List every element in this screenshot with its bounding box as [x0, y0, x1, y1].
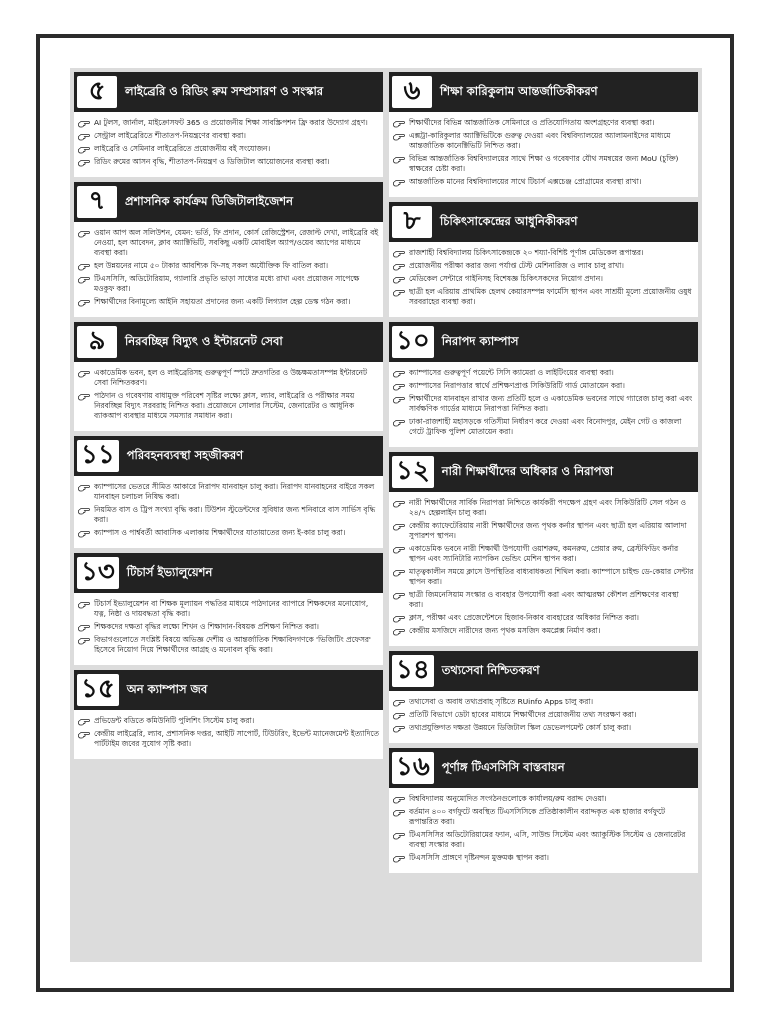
section-15	[74, 670, 383, 759]
list-item-text: কেন্দ্রীয় লাইব্রেরি, ল্যাব, প্রশাসনিক দপ্তর, আইটি সাপোর্ট, টিউটরিং, ইভেন্ট ম্যানেজমেন্ট ইত্যাদিতে পার্টটাইম জবের সুযোগ সৃষ্টি করা।	[94, 728, 379, 748]
pointing-hand-icon	[393, 275, 405, 284]
section-title: নিরাপদ ক্যাম্পাস	[441, 334, 519, 348]
section-title: শিক্ষা কারিকুলাম আন্তর্জাতিকীকরণ	[440, 84, 598, 99]
bullet-list	[74, 112, 383, 174]
list-item-text: টিএসসিসির অডিটোরিয়ামের ফ্যান, এসি, সাউন্ড সিস্টেম এবং অ্যাকুস্টিক সিস্টেম ও জেনারেটর ব্যবস্থা সংস্কার করা।	[409, 829, 686, 849]
section-7	[74, 182, 383, 317]
list-item-text: টিচার্স ইভ্যালুয়েশন বা শিক্ষক মূল্যায়ন পদ্ধতির মাধ্যমে পাঠদানের ব্যাপারে শিক্ষকদের মনোযোগ, যত্ন, নিষ্ঠা ও দায়বদ্ধতা বৃদ্ধি করা।	[94, 598, 369, 618]
pointing-hand-icon	[78, 298, 90, 307]
list-item	[393, 381, 694, 391]
section-number: ১৪	[392, 655, 434, 687]
list-item-text: মাতৃত্বকালীন সময়ে ক্লাসে উপস্থিতির বাধ্যবাধকতা শিথিল করা। ক্যাম্পাসে চাইল্ড ডে-কেয়ার সেন্টার স্থাপন করা।	[409, 566, 694, 586]
list-item	[393, 590, 694, 610]
list-item	[393, 544, 694, 564]
list-item	[393, 567, 694, 587]
list-item-text: কেন্দ্রীয় ক্যাফেটেরিয়ায় নারী শিক্ষার্থীদের জন্য পৃথক কর্নার স্থাপন এবং ছাত্রী হল এরিয়ায় আলাদা সুপারশপ স্থাপন।	[409, 520, 687, 540]
list-item-text: বিভাগগুলোতে সংশ্লিষ্ট বিষয়ে অভিজ্ঞ দেশীয় ও আন্তর্জাতিক শিক্ষাবিদগণকে 'ভিজিটিং প্রফেসর' হিসেবে নিয়োগ দিয়ে শিক্ষার্থীদের আগ্রহ ও মনোবল বৃদ্ধি করা।	[94, 634, 371, 654]
list-item	[78, 228, 379, 258]
list-item-text: টিএসসিসি, অডিটোরিয়াম, গ্যালারি প্রভৃতি ভাড়া সাধ্যের মধ্যে রাখা এবং প্রয়োজন সাপেক্ষে মওকুফ করা।	[94, 273, 360, 293]
pointing-hand-icon	[78, 145, 90, 154]
list-item-text: শিক্ষার্থীদের বিভিন্ন আন্তর্জাতিক সেমিনারে ও প্রতিযোগিতায় অংশগ্রহণের ব্যবস্থা করা।	[409, 118, 655, 127]
bullet-list	[74, 476, 383, 545]
section-header	[389, 322, 698, 362]
list-item	[78, 118, 379, 128]
section-8	[389, 202, 698, 317]
section-header	[74, 182, 383, 222]
bullet-list	[389, 112, 698, 194]
pointing-hand-icon	[78, 132, 90, 141]
list-item-text: প্রতিটি বিভাগে ডেটা হাবের মাধ্যমে শিক্ষার্থীদের প্রয়োজনীয় তথ্য সংরক্ষণ করা।	[409, 709, 637, 719]
list-item	[393, 626, 694, 636]
pointing-hand-icon	[78, 158, 90, 167]
pointing-hand-icon	[393, 119, 405, 128]
section-6	[389, 72, 698, 197]
section-title: লাইব্রেরি ও রিডিং রুম সম্প্রসারণ ও সংস্কার	[125, 84, 324, 99]
list-item-text: ছাত্রী হল এরিয়ায় প্রাথমিক হেলথ কেয়ারসম্পন্ন ফার্মেসি স্থাপন এবং সাশ্রয়ী মূল্যে প্রয়োজনীয় ওষুধ সরবরাহের ব্যবস্থা করা।	[409, 286, 692, 306]
list-item	[393, 368, 694, 378]
list-item	[393, 807, 694, 827]
section-header	[389, 748, 698, 788]
list-item	[78, 505, 379, 525]
list-item	[393, 794, 694, 804]
pointing-hand-icon	[78, 717, 90, 726]
list-item-text: কেন্দ্রীয় মসজিদে নারীদের জন্য পৃথক মসজিদ কমপ্লেক্স নির্মাণ করা।	[409, 625, 601, 635]
list-item	[78, 716, 379, 726]
list-item	[393, 154, 694, 174]
section-header	[74, 72, 383, 112]
list-item	[78, 729, 379, 749]
list-item-text: এক্সট্রা-কারিকুলার অ্যাক্টিভিটিকে গুরুত্ব দেওয়া এবং বিশ্ববিদ্যালয়ের অ্যালামনাইদের মাধ্যমে আন্তর্জাতিক কানেক্টিভিটি নিশ্চিত করা।	[409, 131, 671, 150]
right-column	[389, 72, 698, 958]
list-item	[393, 131, 694, 151]
left-column	[74, 72, 383, 958]
pointing-hand-icon	[78, 483, 90, 492]
section-number: ১৩	[77, 557, 119, 589]
pointing-hand-icon	[78, 275, 90, 284]
list-item	[78, 635, 379, 655]
section-9	[74, 322, 383, 431]
pointing-hand-icon	[393, 808, 405, 817]
pointing-hand-icon	[393, 369, 405, 378]
section-header	[74, 436, 383, 476]
section-10	[389, 322, 698, 447]
section-header	[389, 72, 698, 112]
list-item-text: ছাত্রী জিমনেসিয়াম সংস্কার ও ব্যবহার উপযোগী করা এবং আত্মরক্ষা কৌশল প্রশিক্ষণের ব্যবস্থা করা।	[409, 589, 679, 609]
list-item	[78, 391, 379, 421]
section-5	[74, 72, 383, 177]
bullet-list	[389, 492, 698, 643]
bullet-list	[74, 710, 383, 756]
list-item	[78, 528, 379, 538]
section-title: পরিবহনব্যবস্থা সহজীকরণ	[126, 447, 244, 462]
list-item-text: লাইব্রেরি ও সেমিনার লাইব্রেরিতে প্রয়োজনীয় বই সংযোজন।	[94, 144, 271, 153]
section-title: পূর্ণাঙ্গ টিএসসিসি বাস্তবায়ন	[441, 759, 565, 774]
list-item	[393, 261, 694, 271]
pointing-hand-icon	[393, 418, 405, 427]
bullet-list	[74, 362, 383, 428]
section-number: ১৫	[77, 674, 119, 706]
list-item	[393, 723, 694, 733]
pointing-hand-icon	[393, 499, 405, 508]
list-item-text: শিক্ষার্থীদের বিনামূল্যে আইনি সহায়তা প্রদানের জন্য একটি লিগ্যাল হেল্প ডেস্ক গঠন করা।	[94, 296, 351, 306]
list-item	[78, 131, 379, 141]
section-number: ৭	[77, 186, 117, 218]
section-number: ৮	[392, 206, 432, 238]
pointing-hand-icon	[78, 636, 90, 645]
list-item-text: একাডেমিক ভবনে নারী শিক্ষার্থী উপযোগী ওয়াশরুম, কমনরুম, প্রেয়ার রুম, ব্রেস্টফিডিং কর্নার স্থাপন এবং স্যানিটারি ন্যাপকিন ভেন্ডিং মেশিন স্থাপন করা।	[409, 543, 679, 563]
list-item-text: শিক্ষার্থীদের যানবাহন রাখার জন্য প্রতিটি হলে ও একাডেমিক ভবনের সাথে গ্যারেজ চালু করা এবং সার্বক্ষণিক গার্ডের মাধ্যমে নিরাপত্তা নিশ্চিত করা।	[409, 393, 693, 413]
pointing-hand-icon	[393, 522, 405, 531]
pointing-hand-icon	[393, 545, 405, 554]
pointing-hand-icon	[393, 795, 405, 804]
list-item-text: পাঠদান ও গবেষণায় বাধামুক্ত পরিবেশ সৃষ্টির লক্ষ্যে ক্লাস, ল্যাব, লাইব্রেরি ও পরীক্ষার সময় নিরবচ্ছিন্ন বিদ্যুৎ সরবরাহ নিশ্চিত করা। প্রয়োজনে সোলার সিস্টেম, জেনারেটর ও আধুনিক ব্যাকআপ ব্যবস্থার মাধ্যমে সমস্যার সমাধান করা।	[94, 390, 355, 420]
section-header	[74, 670, 383, 710]
list-item-text: নারী শিক্ষার্থীদের সার্বিক নিরাপত্তা নিশ্চিতে কার্যকরী পদক্ষেপ গ্রহণ এবং সিকিউরিটি সেল গঠন ও ২৪/৭ হেল্পলাইন চালু করা।	[409, 497, 686, 517]
list-item-text: তথ্যসেবা ও অবাধ তথ্যপ্রবাহ সৃষ্টিতে RUinfo Apps চালু করা।	[409, 696, 594, 706]
pointing-hand-icon	[78, 392, 90, 401]
list-item-text: রাজশাহী বিশ্ববিদ্যালয় চিকিৎসাকেন্দ্রকে ২০ শয্যা-বিশিষ্ট পূর্ণাঙ্গ মেডিকেল রূপান্তর।	[409, 247, 644, 257]
list-item-text: ক্যাম্পাসের ভেতরে সীমিত আকারে নিরাপদ যানবাহন চালু করা। নিরাপদ যানবাহনের বাইরে সকল যানবাহন চলাচল নিষিদ্ধ করা।	[94, 481, 375, 501]
list-item-text: প্রয়োজনীয় পরীক্ষা করার জন্য পর্যাপ্ত টেস্ট মেশিনারিজ ও ল্যাব চালু রাখা।	[409, 260, 624, 270]
section-title: প্রশাসনিক কার্যক্রম ডিজিটালাইজেশন	[125, 194, 293, 209]
section-title: চিকিৎসাকেন্দ্রের আধুনিকীকরণ	[440, 214, 578, 229]
pointing-hand-icon	[393, 724, 405, 733]
list-item	[393, 248, 694, 258]
list-item	[393, 697, 694, 707]
pointing-hand-icon	[393, 568, 405, 577]
bullet-list	[389, 362, 698, 444]
pointing-hand-icon	[78, 623, 90, 632]
list-item-text: সেন্ট্রাল লাইব্রেরিতে শীতাতপ-নিয়ন্ত্রণের ব্যবস্থা করা।	[94, 131, 246, 140]
pointing-hand-icon	[78, 262, 90, 271]
bullet-list	[74, 222, 383, 314]
list-item	[393, 417, 694, 437]
list-item-text: AI টুলস, জার্নাল, মাইক্রোসফট 365 ও প্রয়োজনীয় শিক্ষা সাবস্ক্রিপশন ফ্রি করার উদ্যোগ গ্রহণ।	[94, 118, 368, 127]
pointing-hand-icon	[393, 382, 405, 391]
section-title: নারী শিক্ষার্থীদের অধিকার ও নিরাপত্তা	[441, 463, 614, 478]
content-area	[70, 68, 702, 962]
list-item	[393, 274, 694, 284]
section-number: ৯	[77, 326, 117, 358]
list-item-text: বিশ্ববিদ্যালয় অনুমোদিত সংগঠনগুলোকে কার্যালয়/রুম বরাদ্দ দেওয়া।	[409, 793, 607, 803]
page-frame	[36, 34, 734, 992]
list-item	[393, 830, 694, 850]
bullet-list	[74, 593, 383, 662]
section-12	[389, 452, 698, 646]
section-16	[389, 748, 698, 873]
list-item-text: হল উন্নয়নের নামে ৫০ টাকার আবশ্যিক ফি-সহ সকল অযৌক্তিক ফি বাতিল করা।	[94, 260, 328, 270]
list-item-text: আন্তর্জাতিক মানের বিশ্ববিদ্যালয়ের সাথে টিচার্স এক্সচেঞ্জ প্রোগ্রামের ব্যবস্থা রাখা।	[409, 176, 642, 186]
list-item	[393, 710, 694, 720]
list-item-text: ক্যাম্পাসের গুরুত্বপূর্ণ পয়েন্টে সিসি ক্যামেরা ও লাইটিংয়ের ব্যবস্থা করা।	[409, 367, 614, 377]
list-item-text: শিক্ষকদের দক্ষতা বৃদ্ধির লক্ষ্যে শিখন ও শিক্ষাদান-বিষয়ক প্রশিক্ষণ নিশ্চিত করা।	[94, 621, 319, 631]
section-title: নিরবচ্ছিন্ন বিদ্যুৎ ও ইন্টারনেট সেবা	[125, 334, 283, 349]
list-item-text: মেডিকেল সেন্টারে গাইনিসহ বিশেষজ্ঞ চিকিৎসকদের নিয়োগ প্রদান।	[409, 273, 603, 283]
list-item-text: রিডিং রুমের আসন বৃদ্ধি, শীতাতপ-নিয়ন্ত্রণ ও ডিজিটাল আয়োজনের ব্যবস্থা করা।	[94, 157, 330, 166]
section-number: ১০	[392, 326, 434, 358]
pointing-hand-icon	[393, 591, 405, 600]
section-number: ১২	[392, 456, 434, 488]
section-number: ১১	[77, 440, 119, 472]
list-item-text: প্রভিডেন্ট বডিতে কমিউনিটি পুলিশিং সিস্টেম চালু করা।	[94, 715, 255, 725]
list-item	[393, 118, 694, 128]
pointing-hand-icon	[78, 369, 90, 378]
list-item	[78, 297, 379, 307]
pointing-hand-icon	[78, 506, 90, 515]
list-item	[78, 274, 379, 294]
pointing-hand-icon	[393, 288, 405, 297]
section-header	[389, 202, 698, 242]
section-number: ৬	[392, 76, 432, 108]
section-14	[389, 651, 698, 743]
list-item	[393, 394, 694, 414]
pointing-hand-icon	[78, 730, 90, 739]
pointing-hand-icon	[393, 627, 405, 636]
section-header	[74, 322, 383, 362]
section-title: টিচার্স ইভ্যালুয়েশন	[126, 564, 213, 579]
list-item-text: নিয়মিত বাস ও ট্রিপ সংখ্যা বৃদ্ধি করা। টিউশন স্টুডেন্টদের সুবিধার জন্য শনিবারে বাস সার্ভিস বৃদ্ধি করা।	[94, 504, 376, 524]
pointing-hand-icon	[393, 854, 405, 863]
list-item-text: ক্লাস, পরীক্ষা এবং প্রেজেন্টেশনে হিজাব-নিকাব ব্যবহারের অধিকার নিশ্চিত করা।	[409, 612, 639, 622]
list-item	[78, 599, 379, 619]
section-number: ৫	[77, 76, 117, 108]
list-item	[78, 261, 379, 271]
list-item	[393, 853, 694, 863]
list-item	[393, 498, 694, 518]
pointing-hand-icon	[78, 229, 90, 238]
list-item	[393, 521, 694, 541]
list-item	[393, 177, 694, 187]
pointing-hand-icon	[78, 119, 90, 128]
section-header	[389, 651, 698, 691]
section-11	[74, 436, 383, 548]
section-header	[74, 553, 383, 593]
list-item	[393, 613, 694, 623]
pointing-hand-icon	[393, 711, 405, 720]
pointing-hand-icon	[393, 155, 405, 164]
pointing-hand-icon	[393, 262, 405, 271]
pointing-hand-icon	[393, 698, 405, 707]
bullet-list	[389, 691, 698, 740]
pointing-hand-icon	[78, 600, 90, 609]
list-item	[78, 144, 379, 154]
bullet-list	[389, 242, 698, 314]
pointing-hand-icon	[393, 249, 405, 258]
pointing-hand-icon	[393, 178, 405, 187]
list-item-text: ওয়ান আপ অল সলিউশন, যেমন: ভর্তি, ফি প্রদান, কোর্স রেজিস্ট্রেশন, রেজাল্ট দেখা, লাইব্রেরি বই নেওয়া, হল আবেদন, ক্লাব অ্যাক্টিভিটি, সবকিছু একটি মোবাইল অ্যাপ/ওয়েব অ্যাপের মাধ্যমে ব্যবস্থা করা।	[94, 228, 379, 257]
section-header	[389, 452, 698, 492]
list-item-text: বর্তমান ৪০০ বর্গফুটে অবস্থিত টিএসসিসিকে প্রতিষ্ঠাকালীন বরাদ্দকৃত এক হাজার বর্গফুটে রূপান্তরিত করা।	[409, 806, 666, 826]
list-item-text: ঢাকা-রাজশাহী মহাসড়কে গতিসীমা নির্ধারণ করে দেওয়া এবং বিনোদপুর, মেইন গেট ও কাজলা গেটে ট্রাফিক পুলিশ মোতায়েন করা।	[409, 416, 682, 436]
list-item	[78, 482, 379, 502]
list-item-text: তথ্যপ্রযুক্তিগত দক্ষতা উন্নয়নে ডিজিটাল স্কিল ডেভেলপমেন্ট কোর্স চালু করা।	[409, 722, 632, 732]
bullet-list	[389, 788, 698, 870]
list-item	[78, 368, 379, 388]
list-item-text: ক্যাম্পাসের নিরাপত্তার স্বার্থে প্রশিক্ষণপ্রাপ্ত সিকিউরিটি গার্ড মোতায়েন করা।	[409, 380, 625, 390]
pointing-hand-icon	[393, 831, 405, 840]
pointing-hand-icon	[78, 529, 90, 538]
list-item	[393, 287, 694, 307]
list-item-text: টিএসসিসি প্রাঙ্গণে দৃষ্টিনন্দন মুক্তমঞ্চ স্থাপন করা।	[409, 852, 549, 862]
list-item-text: একাডেমিক ভবন, হল ও লাইব্রেরিসহ গুরুত্বপূর্ণ স্পটে দ্রুতগতির ও উচ্চক্ষমতাসম্পন্ন ইন্টারনেট সেবা নিশ্চিতকরণ।	[94, 367, 367, 387]
section-number: ১৬	[392, 752, 434, 784]
pointing-hand-icon	[393, 614, 405, 623]
list-item	[78, 157, 379, 167]
section-title: তথ্যসেবা নিশ্চিতকরণ	[441, 662, 540, 677]
section-13	[74, 553, 383, 665]
pointing-hand-icon	[393, 395, 405, 404]
list-item	[78, 622, 379, 632]
list-item-text: বিভিন্ন আন্তর্জাতিক বিশ্ববিদ্যালয়ের সাথে শিক্ষা ও গবেষণার যৌথ সমন্বয়ের জন্য MoU (চুক্তি) স্বাক্ষরের চেষ্টা করা।	[409, 153, 679, 173]
section-title: অন ক্যাম্পাস জব	[126, 681, 208, 696]
pointing-hand-icon	[393, 132, 405, 141]
list-item-text: ক্যাম্পাস ও পার্শ্ববর্তী আবাসিক এলাকায় শিক্ষার্থীদের যাতায়াতের জন্য ই-কার চালু করা।	[94, 527, 346, 537]
